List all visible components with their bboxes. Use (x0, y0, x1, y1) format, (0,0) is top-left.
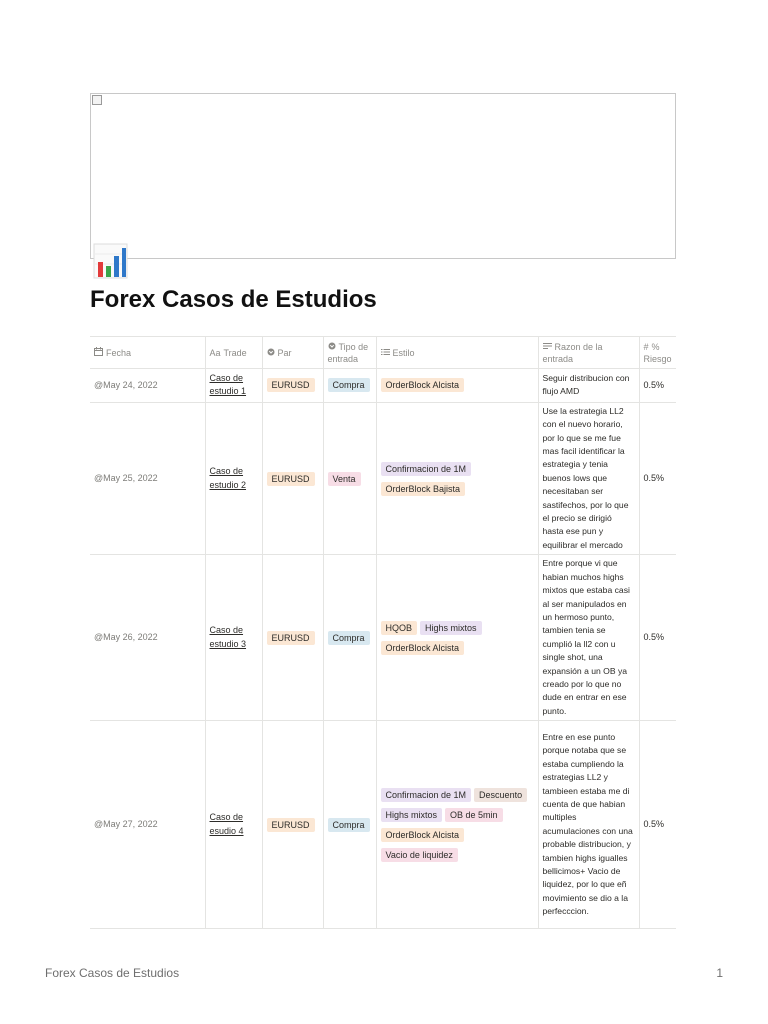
trade-link[interactable]: Caso de estudio 1 (209, 373, 247, 397)
select-icon (267, 348, 275, 356)
calendar-icon (94, 347, 103, 356)
bar-chart-icon (93, 242, 129, 280)
estilo-cell (376, 555, 538, 721)
trade-link[interactable]: Caso de estudio 2 (209, 466, 247, 490)
estilo-tag: Vacio de liquidez (381, 848, 458, 862)
par-cell (262, 721, 323, 929)
trade-cell (205, 369, 262, 403)
estilo-tag: Confirmacion de 1M (381, 462, 472, 476)
estilo-tag: Descuento (474, 788, 527, 802)
column-header-riesgo[interactable]: # % Riesgo (639, 337, 676, 369)
razon-cell: Entre porque vi que habian muchos highs mixtos que estaba casi al ser manipulados en un hermoso punto, tambien tenia se cumplió la ll2 con u single shot, una expansión a un OB ya creado por lo que no dude en entrar en ese punto. (538, 555, 639, 721)
column-header-par[interactable]: Par (262, 337, 323, 369)
table-row[interactable] (90, 555, 676, 721)
estilo-tag: HQOB (381, 621, 418, 635)
trade-cell (205, 555, 262, 721)
fecha-cell: @May 26, 2022 (90, 555, 205, 721)
fecha-cell: @May 25, 2022 (90, 402, 205, 554)
riesgo-cell: 0.5% (639, 555, 676, 721)
par-cell (262, 369, 323, 403)
estilo-tag: OrderBlock Alcista (381, 378, 465, 392)
tipo-cell (323, 555, 376, 721)
tipo-cell (323, 721, 376, 929)
trade-cell (205, 721, 262, 929)
broken-image-icon (92, 95, 102, 105)
par-tag: EURUSD (267, 631, 315, 645)
footer-title: Forex Casos de Estudios (45, 966, 180, 980)
tipo-tag: Compra (328, 378, 370, 392)
number-icon: # (643, 341, 649, 352)
tipo-tag: Venta (328, 472, 361, 486)
text-lines-icon (543, 342, 552, 350)
page-number: 1 (716, 966, 723, 980)
tipo-cell (323, 369, 376, 403)
page-title: Forex Casos de Estudios (90, 286, 377, 313)
table-header-row (90, 337, 676, 369)
par-tag: EURUSD (267, 818, 315, 832)
fecha-cell: @May 27, 2022 (90, 721, 205, 929)
list-icon (381, 348, 390, 356)
text-icon: Aa (209, 347, 221, 358)
tipo-tag: Compra (328, 818, 370, 832)
select-icon (328, 342, 336, 350)
estilo-tag: OrderBlock Alcista (381, 828, 465, 842)
estilo-tag: Confirmacion de 1M (381, 788, 472, 802)
riesgo-cell: 0.5% (639, 369, 676, 403)
par-cell (262, 555, 323, 721)
trade-link[interactable]: Caso de estudio 3 (209, 625, 247, 649)
estilo-tag: OB de 5min (445, 808, 503, 822)
database-table (90, 336, 676, 929)
razon-cell: Use la estrategia LL2 con el nuevo horario, por lo que se me fue mas facil identificar la estrategia y tenia buenos lows que necesitaban ser sastifechos, por lo que el precio se dirigió hasta ese pun y equilibrar el mercado (538, 402, 639, 554)
tipo-tag: Compra (328, 631, 370, 645)
estilo-tag: Highs mixtos (420, 621, 482, 635)
razon-cell: Seguir distribucion con flujo AMD (538, 369, 639, 403)
column-header-fecha[interactable]: Fecha (90, 337, 205, 369)
trade-link[interactable]: Caso de esudio 4 (209, 812, 244, 836)
column-header-trade[interactable]: Aa Trade (205, 337, 262, 369)
estilo-tag: OrderBlock Bajista (381, 482, 466, 496)
razon-cell: Entre en ese punto porque notaba que se estaba cumpliendo la estrategias LL2 y tambieen estaba me di cuenta de que habian multiples acumulaciones con una probable distribucion, y tambien highs igualles bellicimos+ Vacio de liquidez, por lo que eñ movimiento se dio a la perfecccion. (538, 721, 639, 929)
estilo-tag: OrderBlock Alcista (381, 641, 465, 655)
column-header-tipo-entrada[interactable]: Tipo de entrada (323, 337, 376, 369)
estilo-tag: Highs mixtos (381, 808, 443, 822)
estilo-cell (376, 402, 538, 554)
par-cell (262, 402, 323, 554)
trade-cell (205, 402, 262, 554)
column-header-razon[interactable]: Razon de la entrada (538, 337, 639, 369)
table-row[interactable] (90, 369, 676, 403)
riesgo-cell: 0.5% (639, 402, 676, 554)
estilo-cell (376, 369, 538, 403)
table-row[interactable] (90, 721, 676, 929)
tipo-cell (323, 402, 376, 554)
table-row[interactable] (90, 402, 676, 554)
par-tag: EURUSD (267, 378, 315, 392)
estilo-cell (376, 721, 538, 929)
column-header-estilo[interactable]: Estilo (376, 337, 538, 369)
par-tag: EURUSD (267, 472, 315, 486)
fecha-cell: @May 24, 2022 (90, 369, 205, 403)
riesgo-cell: 0.5% (639, 721, 676, 929)
cover-image (90, 93, 676, 259)
